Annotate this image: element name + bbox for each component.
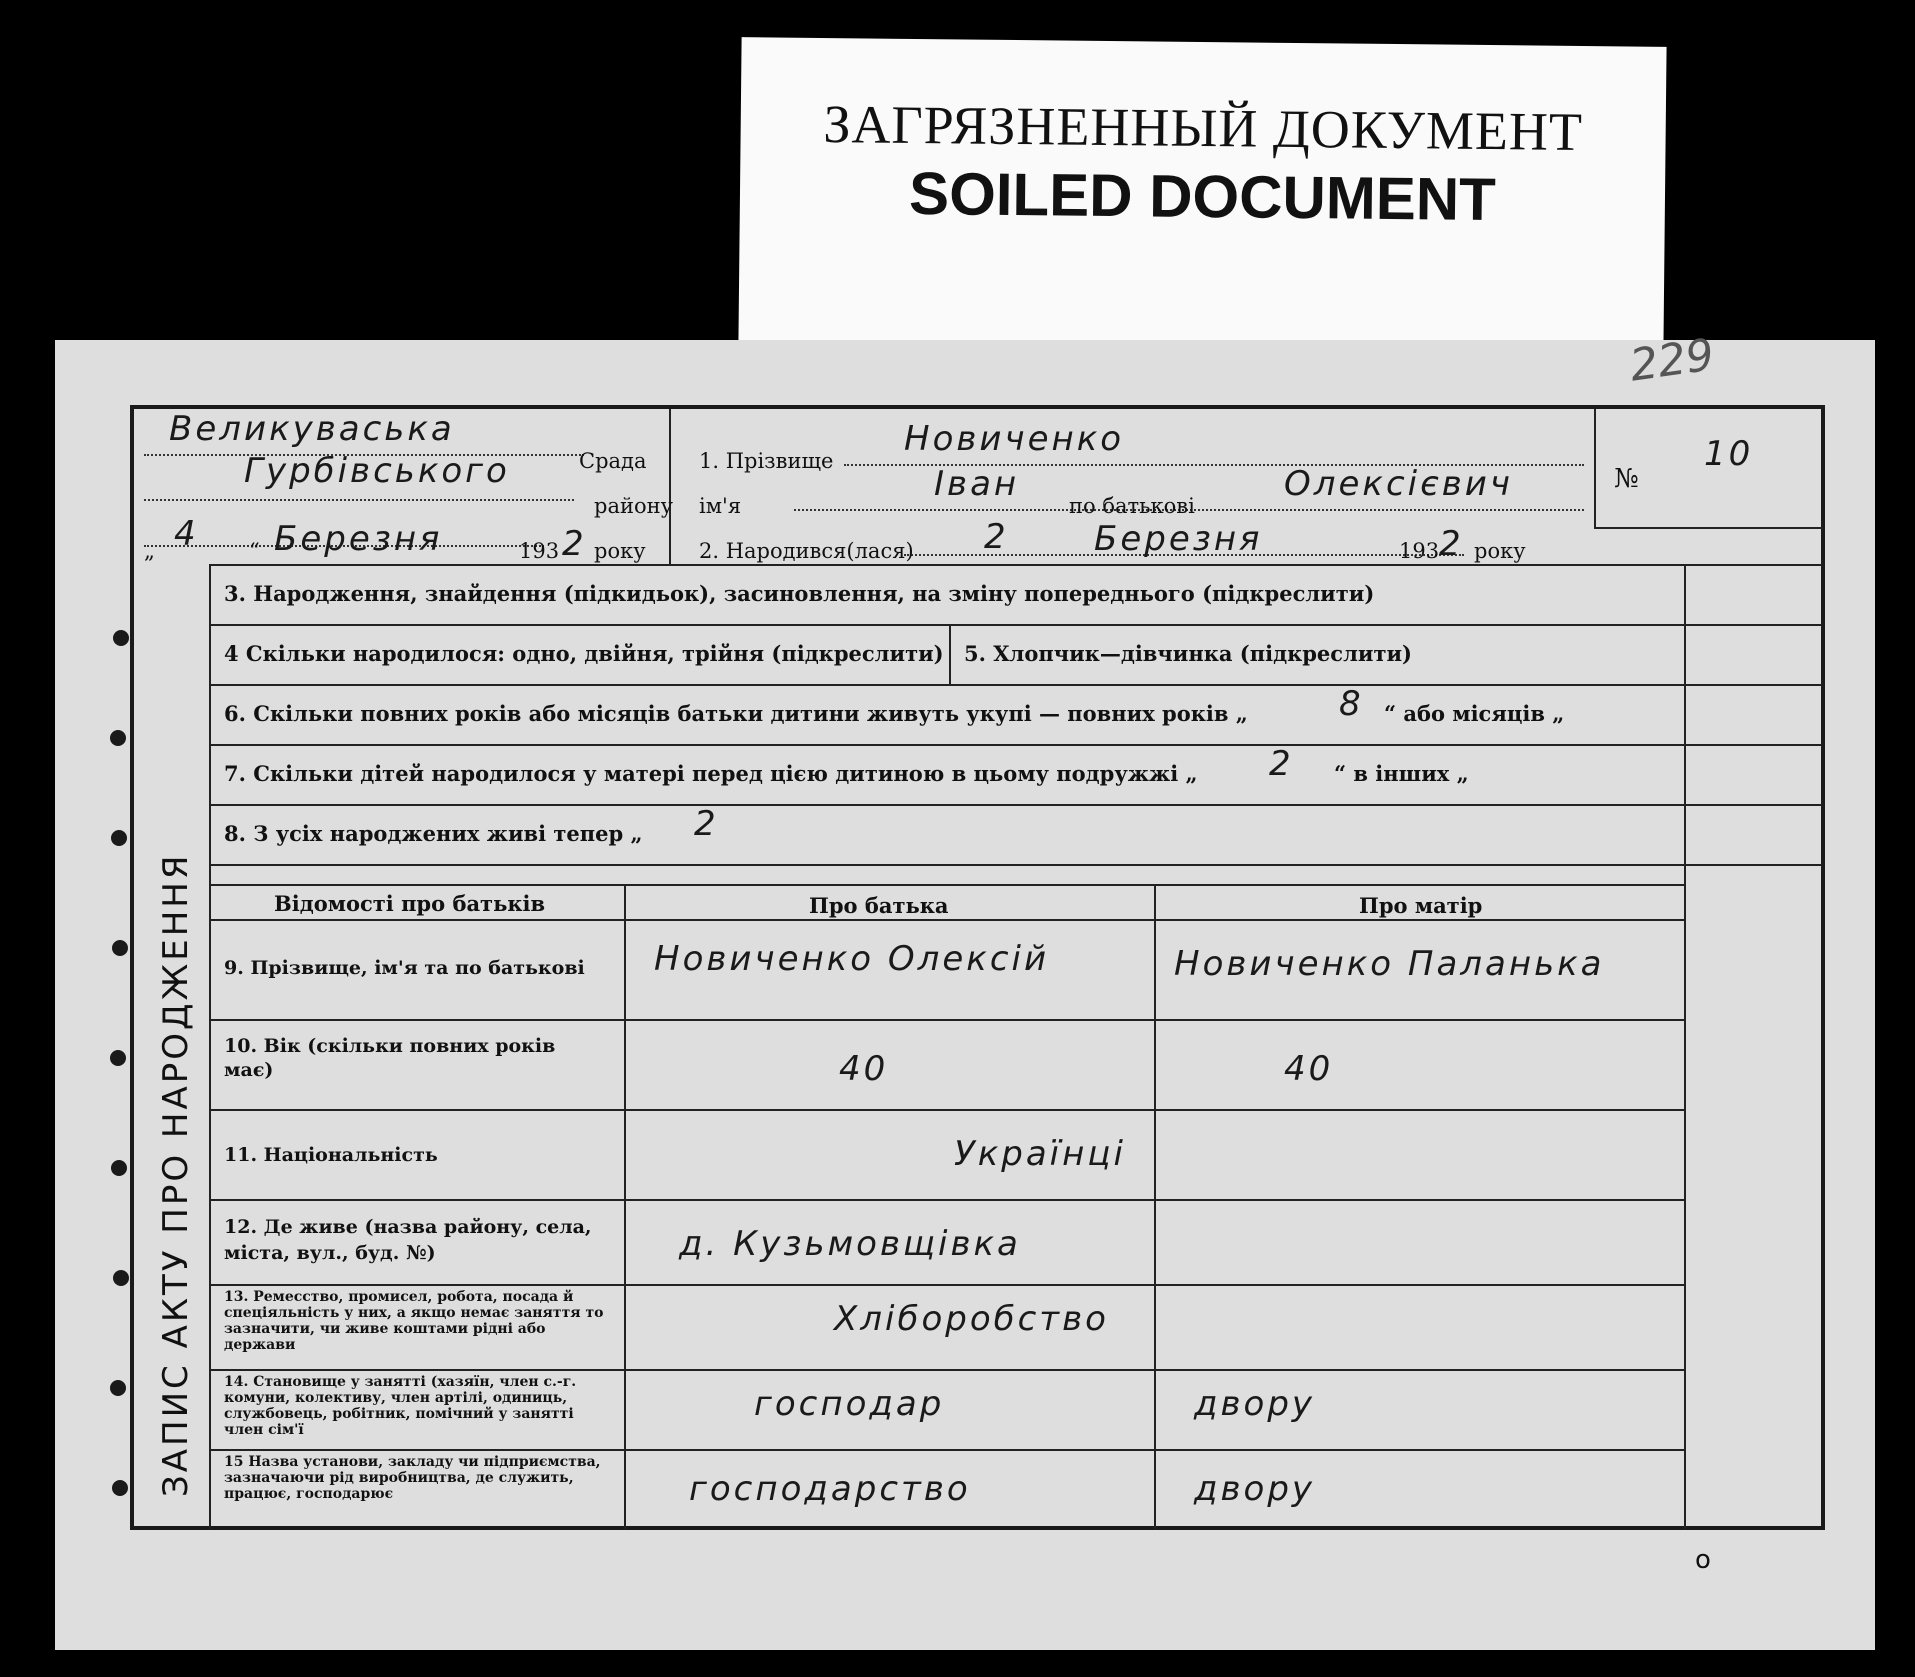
row-12-label: 12. Де живе (назва району, села, міста, вул., буд. №) — [224, 1216, 592, 1264]
birth-year-suffix: року — [1474, 539, 1526, 563]
birth-year-printed: 193 — [1399, 539, 1440, 563]
rada-label: Срада — [579, 449, 647, 473]
row-10-label: 10. Вік (скільки повних років має) — [224, 1035, 556, 1081]
field-6-years-handwritten: 8 — [1339, 684, 1364, 724]
year-handwritten: 2 — [562, 524, 587, 564]
punch-hole — [111, 1160, 127, 1176]
field-7-text: 7. Скільки дітей народилося у матері перед цією дитиною в цьому подружжі „ — [224, 761, 1198, 786]
punch-hole — [110, 730, 126, 746]
field-6-months-text: “ або місяців „ — [1384, 701, 1565, 726]
row-15-mother-handwritten: двору — [1194, 1469, 1316, 1509]
date-month-handwritten: Березня — [274, 519, 443, 559]
punch-hole — [113, 1270, 129, 1286]
punch-hole — [111, 830, 127, 846]
birth-record-card — [55, 329, 1875, 1650]
col-info-header: Відомості про батьків — [274, 891, 546, 916]
field-3-text: 3. Народження, знайдення (підкидьок), засиновлення, на зміну попереднього (підкреслити) — [224, 581, 1375, 606]
col-mother-header: Про матір — [1359, 893, 1483, 918]
row-14-mother-handwritten: двору — [1194, 1384, 1316, 1424]
form-frame — [130, 405, 1825, 1530]
surname-handwritten: Новиченко — [904, 419, 1125, 459]
soiled-document-label — [738, 37, 1666, 352]
punch-hole — [110, 1380, 126, 1396]
row-15-father-handwritten: господарство — [689, 1469, 971, 1509]
year-printed: 193 — [519, 539, 560, 563]
row-9-label: 9. Прізвище, ім'я та по батькові — [224, 957, 585, 979]
birth-month-handwritten: Березня — [1094, 519, 1263, 559]
field-5-text: 5. Хлопчик—дівчинка (підкреслити) — [964, 641, 1412, 666]
vertical-title: ЗАПИС АКТУ ПРО НАРОДЖЕННЯ — [156, 852, 196, 1497]
birth-year-handwritten: 2 — [1439, 524, 1464, 564]
patronymic-label: по батькові — [1069, 494, 1195, 518]
name-handwritten: Іван — [934, 464, 1020, 504]
label-english-text: SOILED DOCUMENT — [908, 159, 1497, 234]
field-6-text: 6. Скільки повних років або місяців батьки дитини живуть укупі — повних років „ — [224, 701, 1248, 726]
row-11-label: 11. Національність — [224, 1144, 438, 1166]
archive-number: 229 — [1626, 329, 1718, 392]
row-10-mother-handwritten: 40 — [1284, 1049, 1334, 1089]
label-russian-text: ЗАГРЯЗНЕННЫЙ ДОКУМЕНТ — [823, 94, 1584, 162]
act-number-label: № — [1614, 464, 1639, 494]
surname-label: 1. Прізвище — [699, 449, 834, 473]
row-12-handwritten: д. Кузьмовщівка — [679, 1224, 1021, 1264]
row-14-father-handwritten: господар — [754, 1384, 945, 1424]
row-14-label: 14. Становище у занятті (хазяїн, член с.-г. комуни, колективу, член артілі, одиниць, службовець, робітник, помічний у занятті член сім'ї — [224, 1374, 577, 1438]
row-13-handwritten: Хліборобство — [834, 1299, 1109, 1339]
punch-hole — [112, 1480, 128, 1496]
row-9-mother-handwritten: Новиченко Паланька — [1174, 944, 1605, 984]
date-open-quote: „ — [144, 539, 155, 563]
birth-label: 2. Народився(лася) — [699, 539, 914, 563]
date-day-handwritten: 4 — [174, 514, 199, 554]
stamp-mark-icon: o — [1695, 1545, 1711, 1575]
date-close-quote: “ — [249, 539, 260, 563]
field-7-other-text: “ в інших „ — [1334, 761, 1469, 786]
row-9-father-handwritten: Новиченко Олексій — [654, 939, 1050, 979]
raion-handwritten: Гурбівського — [244, 451, 510, 491]
row-10-father-handwritten: 40 — [839, 1049, 889, 1089]
field-7-handwritten: 2 — [1269, 744, 1294, 784]
row-11-handwritten: Українці — [954, 1134, 1126, 1174]
name-label: ім'я — [699, 494, 742, 518]
field-8-text: 8. З усіх народжених живі тепер „ — [224, 821, 643, 846]
year-suffix: року — [594, 539, 646, 563]
birth-day-handwritten: 2 — [984, 517, 1009, 557]
field-8-handwritten: 2 — [694, 804, 719, 844]
row-15-label: 15 Назва установи, закладу чи підприємства, зазначаючи рід виробництва, де служить, працює, господарює — [224, 1454, 601, 1502]
punch-hole — [112, 940, 128, 956]
act-number-handwritten: 10 — [1704, 434, 1754, 474]
punch-hole — [113, 630, 129, 646]
punch-hole — [110, 1050, 126, 1066]
row-13-label: 13. Ремесство, промисел, робота, посада й спеціяльність у них, а якщо немає заняття то зазначити, чи живе коштами рідні або держави — [224, 1289, 604, 1353]
col-father-header: Про батька — [809, 893, 949, 918]
patronymic-handwritten: Олексієвич — [1284, 464, 1513, 504]
raion-label: району — [594, 494, 673, 518]
field-4-text: 4 Скільки народилося: одно, двійня, трійня (підкреслити) — [224, 641, 944, 666]
rada-handwritten: Великуваська — [169, 409, 455, 449]
